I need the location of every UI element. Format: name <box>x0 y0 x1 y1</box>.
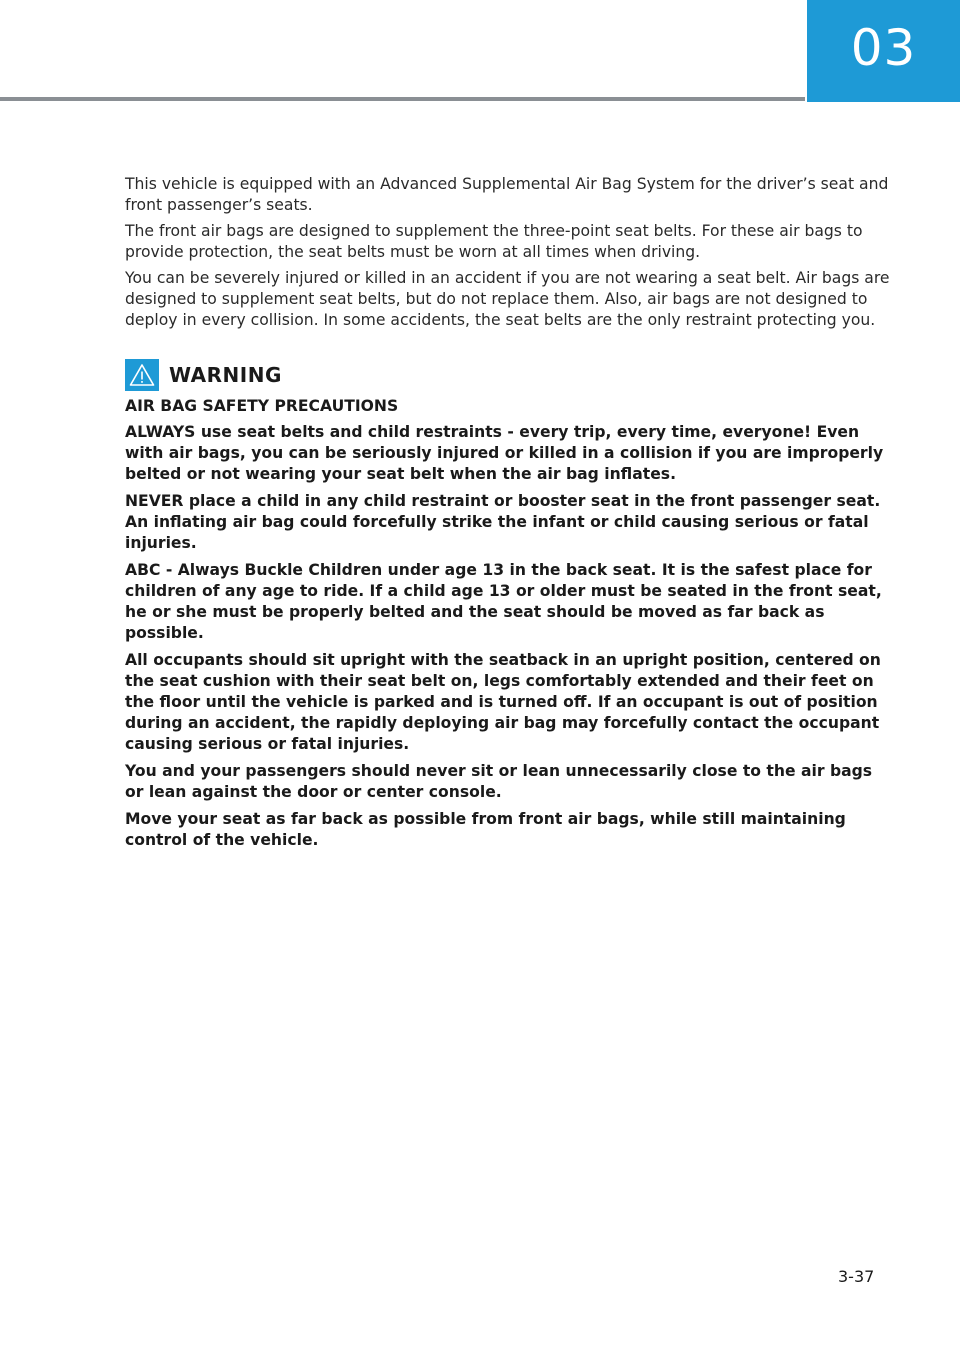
warning-header <box>125 359 890 391</box>
warning-item: Move your seat as far back as possible from front air bags, while still maintaining control of the vehicle. <box>125 810 846 849</box>
page-number: 3-37 <box>838 1267 875 1286</box>
intro-paragraph: This vehicle is equipped with an Advanced Supplemental Air Bag System for the driver’s seat and front passenger’s seats. <box>125 175 889 214</box>
intro-paragraph: You can be severely injured or killed in an accident if you are not wearing a seat belt. Air bags are designed to supplement seat belts, but do not replace them. Also, air bags are not designed to deploy in every collision. In some accidents, the seat belts are the only restraint protecting you. <box>125 269 890 329</box>
intro-paragraph: The front air bags are designed to supplement the three-point seat belts. For these air bags to provide protection, the seat belts must be worn at all times when driving. <box>125 222 863 261</box>
warning-list <box>125 422 890 851</box>
warning-subtitle: AIR BAG SAFETY PRECAUTIONS <box>125 397 399 415</box>
intro-section <box>125 174 890 331</box>
warning-triangle-icon <box>125 359 159 391</box>
header-rule <box>0 97 805 101</box>
warning-item: You and your passengers should never sit or lean unnecessarily close to the air bags or lean against the door or center console. <box>125 762 873 801</box>
warning-item: NEVER place a child in any child restraint or booster seat in the front passenger seat. An inflating air bag could forcefully strike the infant or child causing serious or fatal injuries. <box>125 492 881 552</box>
warning-block <box>125 359 890 851</box>
warning-title: WARNING <box>169 363 282 387</box>
page-content <box>125 174 890 857</box>
chapter-number: 03 <box>850 19 917 77</box>
chapter-tab <box>807 0 960 102</box>
warning-item: ALWAYS use seat belts and child restraints - every trip, every time, everyone! Even with air bags, you can be seriously injured or killed in a collision if you are improperly belted or not wearing your seat belt when the air bag inflates. <box>125 423 884 483</box>
warning-item: ABC - Always Buckle Children under age 13 in the back seat. It is the safest place for children of any age to ride. If a child age 13 or older must be seated in the front seat, he or she must be properly belted and the seat should be moved as far back as possible. <box>125 561 882 642</box>
warning-item: All occupants should sit upright with the seatback in an upright position, centered on the seat cushion with their seat belt on, legs comfortably extended and their feet on the floor until the vehicle is parked and is turned off. If an occupant is out of position during an accident, the rapidly deploying air bag may forcefully contact the occupant causing serious or fatal injuries. <box>125 651 881 753</box>
